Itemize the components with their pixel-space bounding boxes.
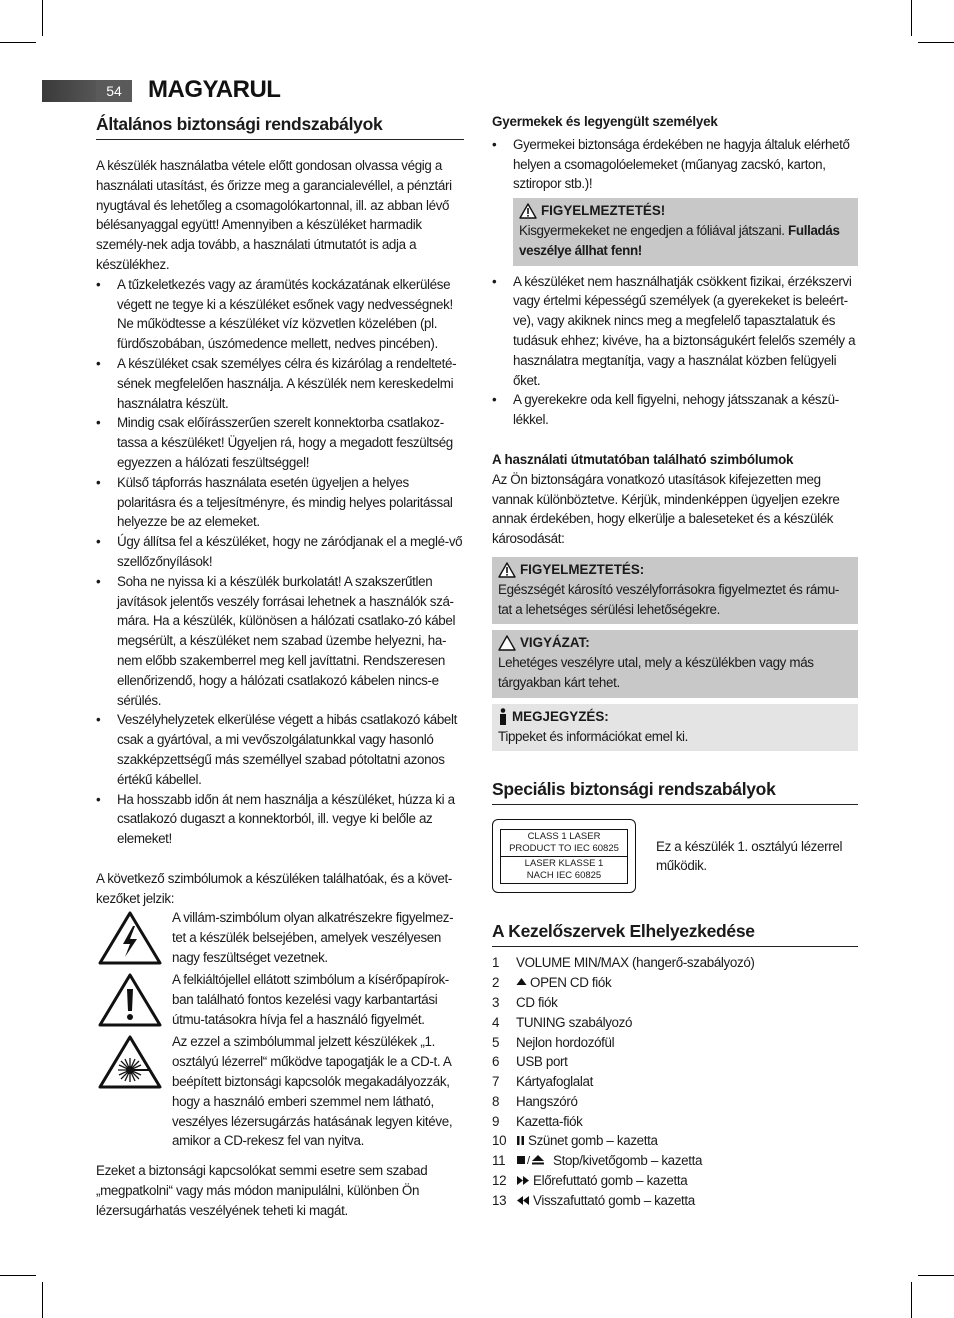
controls-list bbox=[492, 953, 858, 1210]
list-item bbox=[492, 1171, 858, 1191]
list-item: • Külső tápforrás használata esetén ügyeljen a helyes polaritásra és a teljesítményre, és mindig helyes polaritással helyezze be az elemeket. bbox=[96, 473, 464, 532]
info-icon bbox=[498, 708, 508, 725]
item-number: 6 bbox=[492, 1054, 500, 1070]
item-text: CD fiók bbox=[516, 994, 558, 1010]
notice-title: FIGYELMEZTETÉS: bbox=[520, 561, 645, 577]
item-number: 8 bbox=[492, 1093, 500, 1109]
laser-label-line: LASER KLASSE 1 bbox=[524, 857, 604, 869]
list-item bbox=[492, 1131, 858, 1151]
pause-icon bbox=[516, 1135, 525, 1146]
exclamation-warning-icon bbox=[96, 970, 164, 1032]
item-number: 4 bbox=[492, 1014, 500, 1030]
list-item bbox=[492, 1013, 858, 1033]
item-text: Visszafuttató gomb – kazetta bbox=[533, 1192, 695, 1208]
notice-note bbox=[492, 704, 858, 752]
list-item bbox=[492, 973, 858, 993]
item-text: Hangszóró bbox=[516, 1093, 578, 1109]
item-text: Kazetta-fiók bbox=[516, 1113, 583, 1129]
list-item: • A készüléket nem használhatják csökkent fizikai, érzékszervi vagy értelmi képességű személyek (a gyerekeket is beleért-ve), vagy akiknek nincs meg a megfelelő tapasztalatuk és tudásuk ehhez; kivéve, ha a biztonságukért felelős személy a használatra megtanítja, vagy a használat közben felügyeli őket. bbox=[492, 272, 858, 391]
item-number: 12 bbox=[492, 1173, 507, 1189]
symbol-text: A felkiáltójellel ellátott szimbólum a kísérőpapírok-ban található fontos kezelési vagy karbantartási útmu-tatásokra hívja fel a használó figyelmét. bbox=[172, 972, 449, 1028]
item-text: OPEN CD fiók bbox=[530, 975, 612, 991]
list-item: • Ha hosszabb időn át nem használja a készüléket, húzza ki a csatlakozó dugaszt a konnektorból, ill. vegye ki belőle az elemeket! bbox=[96, 790, 464, 849]
crop-mark bbox=[42, 0, 43, 36]
list-item bbox=[492, 993, 858, 1013]
list-item bbox=[492, 1151, 858, 1171]
notice-caution bbox=[492, 630, 858, 697]
caution-triangle-icon bbox=[498, 635, 516, 651]
lightning-warning-icon bbox=[96, 908, 164, 970]
item-text: TUNING szabályozó bbox=[516, 1014, 633, 1030]
left-column bbox=[96, 112, 464, 1221]
page-number: 54 bbox=[96, 80, 132, 102]
item-number: 10 bbox=[492, 1133, 507, 1149]
eject-icon bbox=[516, 977, 527, 988]
children-bullet-list bbox=[492, 135, 858, 194]
symbols-intro: A következő szimbólumok a készüléken találhatóak, és a követ-kezőket jelzik: bbox=[96, 870, 453, 906]
item-text: Szünet gomb – kazetta bbox=[528, 1133, 658, 1149]
manual-symbols-heading: A használati útmutatóban található szimbólumok bbox=[492, 451, 794, 467]
intro-paragraph: A készülék használatba vétele előtt gondosan olvassa végig a használati utasítást, és őrizze meg a garancialevéllel, a pénztári nyugtával és lehetőleg a csomagolókartonnal, ill. az abban lévő bélésanyaggal együtt! Amennyiben a készüléket harmadik személy-nek adja tovább, a használati útmutatót is adja a készülékhez. bbox=[96, 158, 452, 272]
warning-box-text bbox=[519, 221, 852, 261]
list-item: • A tűzkeletkezés vagy az áramütés kockázatának elkerülése végett ne tegye ki a készüléket esőnek vagy nedvességnek! Ne működtesse a készüléket víz közvetlen közelében (pl. fürdőszobában, úszómedence mellett, nedves pincében). bbox=[96, 275, 464, 354]
symbol-row bbox=[96, 908, 464, 970]
warning-box bbox=[513, 198, 858, 265]
symbol-row bbox=[96, 970, 464, 1032]
laser-class-label bbox=[492, 819, 636, 893]
controls-heading: A Kezelőszervek Elhelyezkedése bbox=[492, 919, 858, 947]
crop-mark bbox=[0, 42, 36, 43]
item-number: 2 bbox=[492, 975, 500, 991]
list-item: • A gyerekekre oda kell figyelni, nehogy játsszanak a készü-lékkel. bbox=[492, 390, 858, 430]
laser-text: Ez a készülék 1. osztályú lézerrel működik. bbox=[656, 838, 843, 874]
symbol-row bbox=[96, 1032, 464, 1151]
laser-info-row bbox=[492, 819, 858, 893]
crop-mark bbox=[911, 0, 912, 36]
list-item bbox=[492, 1052, 858, 1072]
warning-text: Kisgyermekeket ne engedjen a fóliával játszani. bbox=[519, 222, 789, 238]
crop-mark bbox=[918, 1275, 954, 1276]
item-number: 1 bbox=[492, 955, 500, 971]
crop-mark bbox=[911, 1282, 912, 1318]
warning-text-bold: Fulladás veszélye állhat fenn! bbox=[519, 222, 840, 258]
laser-label-line: CLASS 1 LASER bbox=[527, 830, 601, 842]
warning-triangle-icon bbox=[519, 203, 537, 219]
list-item: • Gyermekei biztonsága érdekében ne hagyja általuk elérhető helyen a csomagolóelemeket (műanyag zacskó, karton, sztiropor stb.)! bbox=[492, 135, 858, 194]
item-number: 3 bbox=[492, 994, 500, 1010]
list-item: • Veszélyhelyzetek elkerülése végett a hibás csatlakozó kábelt csak a gyártóval, a mi vevőszolgálatunkkal vagy hasonló szakképzettségű más személlyel szabad pótoltatni azonos értékű kábellel. bbox=[96, 710, 464, 789]
item-number: 7 bbox=[492, 1074, 500, 1090]
svg-text:/: / bbox=[527, 1155, 530, 1167]
item-text: VOLUME MIN/MAX (hangerő-szabályozó) bbox=[516, 955, 755, 971]
notice-text: Lehetéges veszélyre utal, mely a készülékben vagy más tárgyakban kárt tehet. bbox=[498, 655, 814, 690]
item-text: Nejlon hordozófül bbox=[516, 1034, 615, 1050]
children-bullet-list-2 bbox=[492, 272, 858, 430]
list-item: • Úgy állítsa fel a készüléket, hogy ne záródjanak el a meglé-vő szellőzőnyílások! bbox=[96, 532, 464, 572]
general-safety-heading: Általános biztonsági rendszabályok bbox=[96, 112, 464, 140]
item-number: 13 bbox=[492, 1192, 507, 1208]
notice-title: VIGYÁZAT: bbox=[520, 635, 590, 651]
item-number: 5 bbox=[492, 1034, 500, 1050]
closing-paragraph: Ezeket a biztonsági kapcsolókat semmi esetre sem szabad „megpatkolni“ vagy más módon manipulálni, különben Ön lézersugárhatás veszélyének teheti ki magát. bbox=[96, 1163, 428, 1218]
right-column bbox=[492, 112, 858, 1211]
fast-forward-icon bbox=[516, 1175, 530, 1186]
list-item bbox=[492, 1112, 858, 1132]
symbol-text: Az ezzel a szimbólummal jelzett készülékek „1. osztályú lézerrel“ működve tapogatják le a CD-t. A beépített biztonsági kapcsolók megakadályozzák, hogy a használó emberi szemmel nem látható, veszélyes lézersugárzás hatásának legyen kitéve, amikor a CD-rekesz fel van nyitva. bbox=[172, 1034, 453, 1149]
list-item bbox=[492, 1033, 858, 1053]
children-heading: Gyermekek és legyengült személyek bbox=[492, 114, 718, 129]
warning-box-title: FIGYELMEZTETÉS! bbox=[541, 203, 666, 219]
list-item: • Mindig csak előírásszerűen szerelt konnektorba csatlakoz-tassa a készüléket! Ügyeljen rá, hogy a megadott feszültség egyezzen a hálózati feszültséggel! bbox=[96, 413, 464, 472]
special-safety-heading: Speciális biztonsági rendszabályok bbox=[492, 777, 858, 805]
symbol-text: A villám-szimbólum olyan alkatrészekre figyelmez-tet a készülék belsejében, amelyek veszélyesen nagy feszültséget vezetnek. bbox=[172, 910, 454, 966]
laser-label-line: PRODUCT TO IEC 60825 bbox=[509, 842, 619, 854]
list-item: • Soha ne nyissa ki a készülék burkolatát! A szakszerűtlen javítások jelentős veszély forrásai lehetnek a használók szá-mára. Ha a készülék, különösen a hálózati csatlako-zó kábel megsérült, a készüléket nem szabad üzembe helyezni, ha-nem előbb szakemberrel meg kell javíttatni. Rendszeresen ellenőrizendő, hogy a hálózati csatlakozó kábelen nincs-e sérülés. bbox=[96, 572, 464, 711]
laser-label-line: NACH IEC 60825 bbox=[526, 869, 602, 881]
item-text: USB port bbox=[516, 1054, 568, 1070]
crop-mark bbox=[42, 1282, 43, 1318]
item-text: Stop/kivetőgomb – kazetta bbox=[553, 1153, 703, 1169]
safety-bullet-list bbox=[96, 275, 464, 849]
item-number: 9 bbox=[492, 1113, 500, 1129]
notice-warning bbox=[492, 557, 858, 624]
rewind-icon bbox=[516, 1195, 530, 1206]
warning-triangle-icon bbox=[498, 562, 516, 578]
notice-text: Tippeket és információkat emel ki. bbox=[498, 728, 689, 744]
manual-symbols-intro: Az Ön biztonságára vonatkozó utasítások kifejezetten meg vannak különböztetve. Kérjük, mindenképpen ügyeljen ezekre annak érdekében, hogy elkerülje a baleseteket és a készülék károsodását: bbox=[492, 471, 840, 547]
language-title: MAGYARUL bbox=[148, 76, 281, 103]
stop-eject-icon bbox=[516, 1154, 550, 1166]
item-number: 11 bbox=[492, 1153, 506, 1169]
crop-mark bbox=[918, 42, 954, 43]
notice-title: MEGJEGYZÉS: bbox=[512, 708, 609, 724]
list-item bbox=[492, 953, 858, 973]
item-text: Kártyafoglalat bbox=[516, 1074, 593, 1090]
laser-warning-icon bbox=[96, 1032, 164, 1094]
item-text: Előrefuttató gomb – kazetta bbox=[533, 1173, 688, 1189]
list-item: • A készüléket csak személyes célra és kizárólag a rendelteté-sének megfelelően használja. A készülék nem kereskedelmi használatra készült. bbox=[96, 354, 464, 413]
notice-text: Egészségét károsító veszélyforrásokra figyelmeztet és rámu-tat a lehetséges sérülési lehetőségekre. bbox=[498, 581, 840, 617]
list-item bbox=[492, 1191, 858, 1211]
list-item bbox=[492, 1072, 858, 1092]
crop-mark bbox=[0, 1275, 36, 1276]
list-item bbox=[492, 1092, 858, 1112]
